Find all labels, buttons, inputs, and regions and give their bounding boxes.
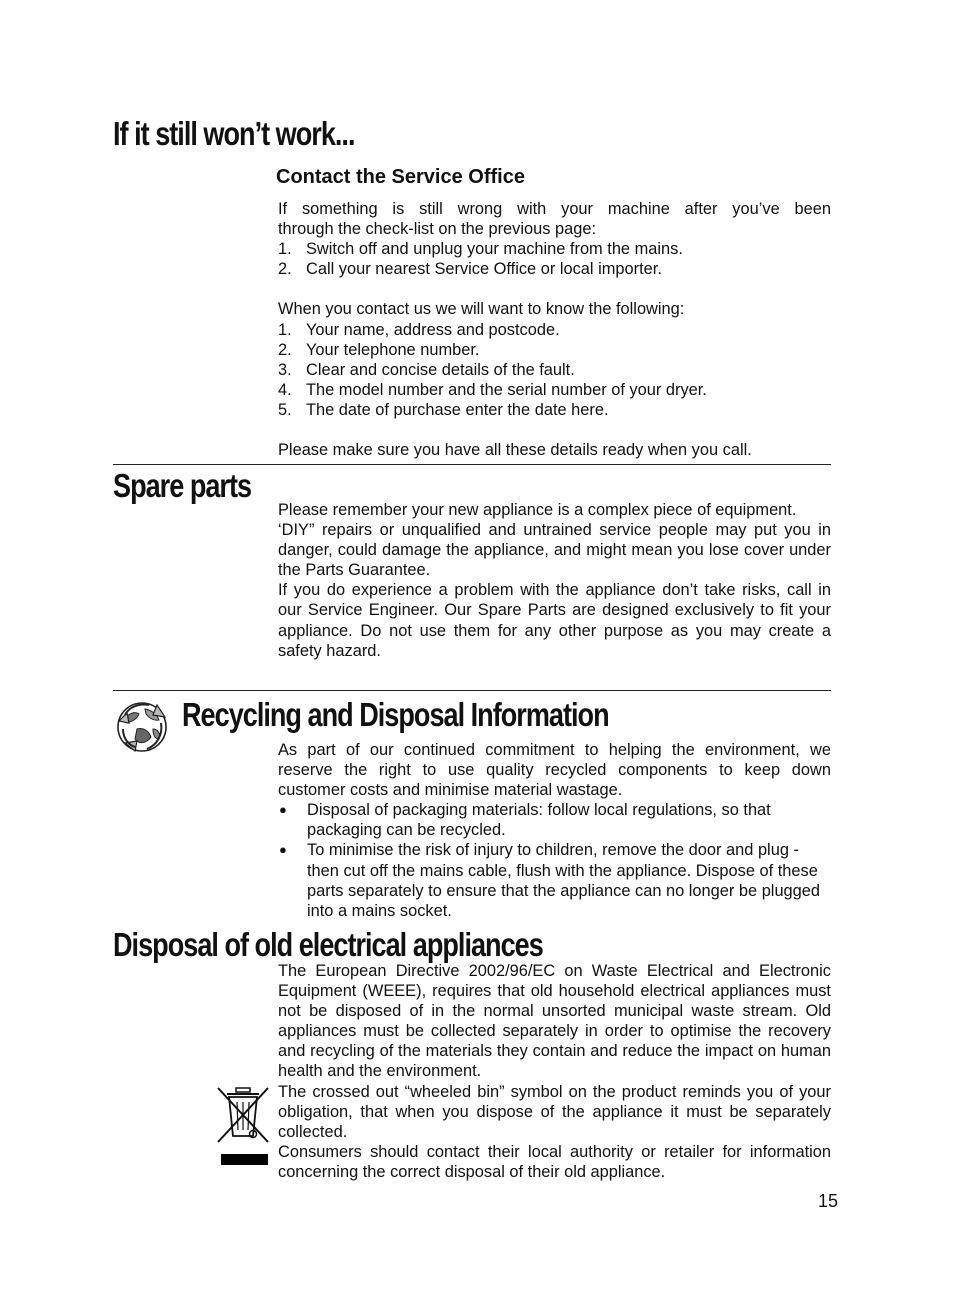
step-item (278, 239, 831, 259)
detail-text: Your telephone number. (306, 340, 480, 359)
step-number: 2. (278, 260, 292, 279)
disposal-paragraph: The crossed out “wheeled bin” symbol on the product reminds you of your obligation, that when you dispose of the appliance it must be separately collected. (278, 1082, 831, 1141)
detail-item (278, 400, 831, 420)
detail-number: 2. (278, 340, 292, 359)
recycling-body (278, 740, 831, 921)
page-number: 15 (818, 1191, 839, 1211)
spare-parts-paragraph: Please remember your new appliance is a complex piece of equipment. (278, 501, 797, 519)
section-title-still-wont-work: If it still won’t work... (113, 115, 355, 152)
detail-text: The model number and the serial number of your dryer. (306, 380, 707, 399)
crossed-out-wheeled-bin-icon (215, 1084, 273, 1168)
intro-line-1: If something is still wrong with your machine after you’ve been (278, 200, 831, 218)
contact-service-office-heading: Contact the Service Office (276, 166, 525, 188)
bullet-item (278, 840, 831, 920)
detail-item (278, 380, 831, 400)
closing-note: Please make sure you have all these details ready when you call. (278, 441, 752, 460)
step-text: Switch off and unplug your machine from the mains. (306, 240, 683, 259)
step-item (278, 259, 831, 279)
disposal-paragraph: The European Directive 2002/96/EC on Waste Electrical and Electronic Equipment (WEEE), requires that old household electrical appliances must not be disposed of in the normal unsorted municipal waste stream. Old appliances must be collected separately in order to optimise the recovery and recycling of the materials they contain and reduce the impact on human health and the environment. (278, 962, 831, 1081)
bullet-text: To minimise the risk of injury to children, remove the door and plug - then cut off the mains cable, flush with the appliance. Dispose of these parts separately to ensure that the appliance can no longer be plugged into a mains socket. (307, 841, 821, 920)
disposal-body (278, 961, 831, 1182)
recycling-intro: As part of our continued commitment to helping the environment, we reserve the right to use quality recycled components to keep down customer costs and minimise material wastage. (278, 741, 831, 800)
detail-text: Clear and concise details of the fault. (306, 360, 575, 379)
bullet-item (278, 800, 831, 840)
detail-number: 3. (278, 360, 292, 379)
section-divider (113, 464, 831, 465)
section-title-recycling: Recycling and Disposal Information (182, 696, 609, 733)
still-wont-work-body (278, 199, 831, 460)
detail-item (278, 340, 831, 360)
disposal-paragraph: Consumers should contact their local authority or retailer for information concerning the correct disposal of their old appliance. (278, 1142, 831, 1181)
section-divider (113, 690, 831, 691)
know-intro: When you contact us we will want to know the following: (278, 300, 685, 319)
spare-parts-paragraph: ‘DIY” repairs or unqualified and untrained service people may put you in danger, could damage the appliance, and might mean you lose cover under the Parts Guarantee. (278, 521, 831, 580)
step-number: 1. (278, 240, 292, 259)
detail-number: 4. (278, 380, 292, 399)
bullet-mark: ● (279, 802, 287, 818)
spare-parts-body (278, 500, 831, 661)
step-text: Call your nearest Service Office or local importer. (306, 260, 662, 279)
detail-number: 1. (278, 320, 292, 339)
detail-text: The date of purchase enter the date here. (306, 400, 609, 419)
section-title-disposal: Disposal of old electrical appliances (113, 926, 543, 963)
bullet-mark: ● (279, 842, 287, 858)
detail-text: Your name, address and postcode. (306, 320, 560, 339)
spare-parts-paragraph: If you do experience a problem with the appliance don’t take risks, call in our Service Engineer. Our Spare Parts are designed exclusively to fit your appliance. Do not use them for any other purpose as you may create a safety hazard. (278, 581, 831, 660)
section-title-spare-parts: Spare parts (113, 467, 252, 504)
intro-line-2: through the check-list on the previous page: (278, 220, 596, 239)
detail-item (278, 320, 831, 340)
detail-number: 5. (278, 400, 292, 419)
detail-item (278, 360, 831, 380)
bullet-text: Disposal of packaging materials: follow local regulations, so that packaging can be recycled. (307, 801, 771, 840)
recycling-globe-icon (113, 699, 171, 755)
